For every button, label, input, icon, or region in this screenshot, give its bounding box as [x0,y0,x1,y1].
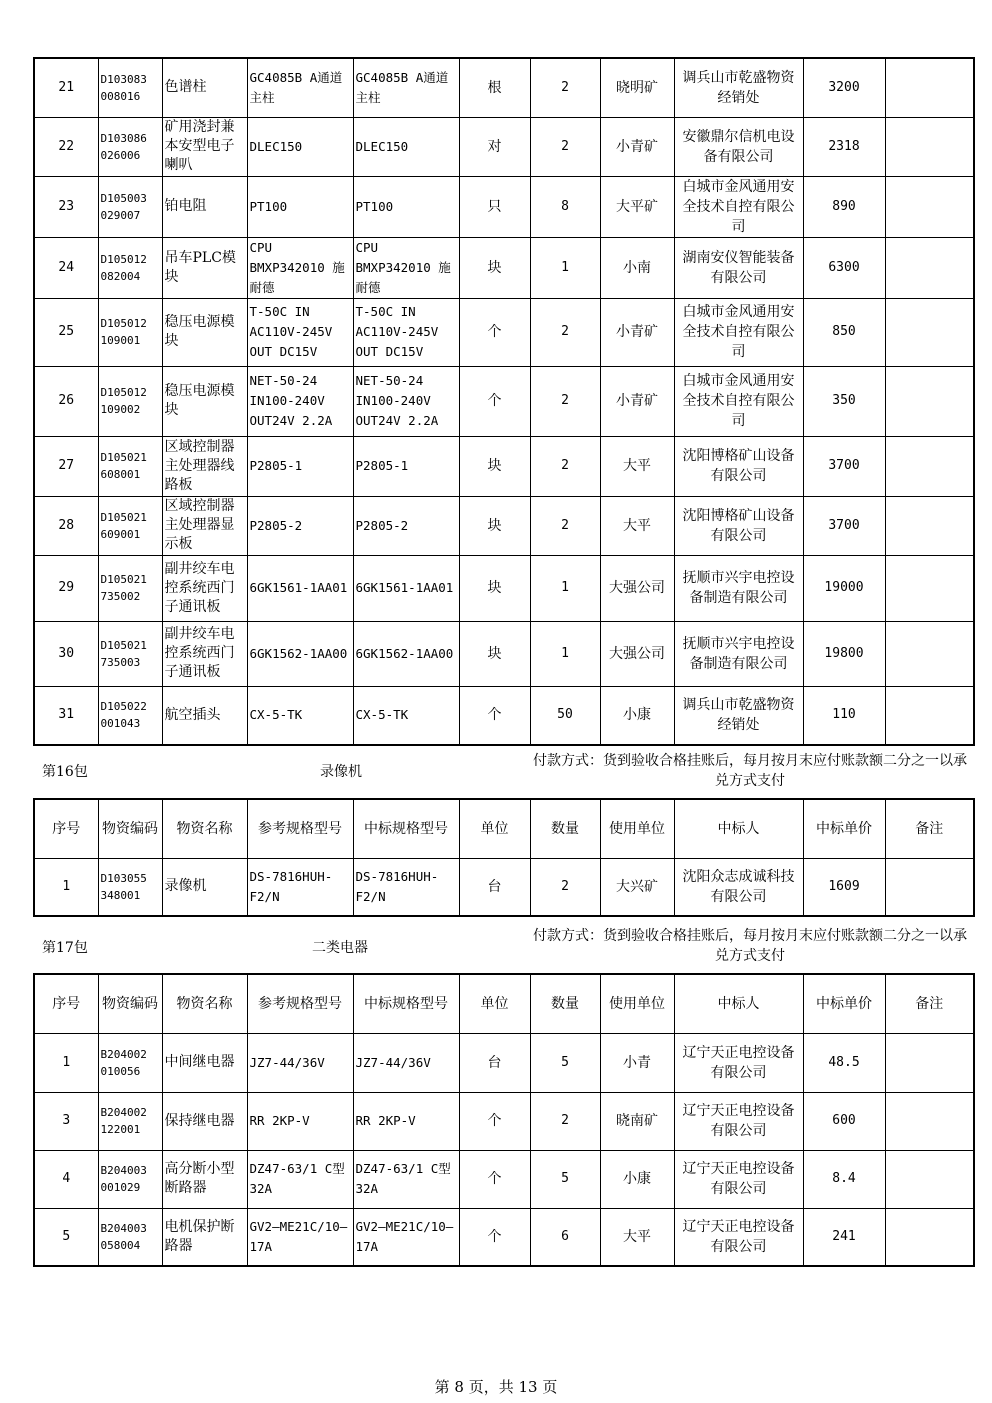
remarks-cell [885,298,974,366]
table-row [34,366,974,436]
using-unit-cell: 小青矿 [600,298,674,366]
column-header: 中标单价 [803,799,885,858]
column-header: 中标规格型号 [353,799,459,858]
winning-spec-cell: GV2—ME21C/10—17A [353,1208,459,1266]
items-table-continued [33,57,975,746]
remarks-cell [885,858,974,916]
winning-bidder-cell: 辽宁天正电控设备有限公司 [674,1150,803,1208]
table-row [34,117,974,176]
package-17-payment-terms: 付款方式：货到验收合格挂账后，每月按月末应付账款额二分之一以承兑方式支付 [533,928,967,964]
unit-cell: 个 [459,366,530,436]
quantity-cell: 8 [530,176,600,237]
unit-cell: 个 [459,1208,530,1266]
reference-spec-cell: RR 2KP-V [247,1092,353,1150]
reference-spec-cell: PT100 [247,176,353,237]
table-row [34,686,974,745]
material-name-cell: 保持继电器 [162,1092,247,1150]
quantity-cell: 1 [530,621,600,686]
using-unit-cell: 小康 [600,1150,674,1208]
material-name-cell: 区域控制器主处理器显示板 [162,496,247,555]
column-header: 物资编码 [98,799,162,858]
winning-spec-cell: PT100 [353,176,459,237]
quantity-cell: 2 [530,117,600,176]
winning-bidder-cell: 沈阳众志成诚科技有限公司 [674,858,803,916]
seq-cell: 4 [34,1150,98,1208]
column-header: 中标单价 [803,974,885,1033]
unit-price-cell: 2318 [803,117,885,176]
column-header: 单位 [459,799,530,858]
unit-cell: 块 [459,496,530,555]
unit-price-cell: 890 [803,176,885,237]
unit-price-cell: 6300 [803,237,885,298]
reference-spec-cell: CX-5-TK [247,686,353,745]
winning-spec-cell: P2805-1 [353,436,459,496]
winning-bidder-cell: 调兵山市乾盛物资经销处 [674,58,803,117]
winning-bidder-cell: 辽宁天正电控设备有限公司 [674,1208,803,1266]
unit-price-cell: 8.4 [803,1150,885,1208]
table-row [34,1150,974,1208]
winning-spec-cell: T-50C IN AC110V-245V OUT DC15V [353,298,459,366]
quantity-cell: 2 [530,436,600,496]
table-body [34,58,974,745]
unit-cell: 个 [459,298,530,366]
material-name-cell: 副井绞车电控系统西门子通讯板 [162,621,247,686]
unit-price-cell: 48.5 [803,1033,885,1092]
winning-spec-cell: 6GK1561-1AA01 [353,555,459,621]
material-name-cell: 副井绞车电控系统西门子通讯板 [162,555,247,621]
unit-cell: 个 [459,686,530,745]
seq-cell: 24 [34,237,98,298]
package-17-title: 二类电器 [312,940,368,956]
winning-bidder-cell: 白城市金风通用安全技术自控有限公司 [674,176,803,237]
unit-cell: 根 [459,58,530,117]
table-row [34,496,974,555]
using-unit-cell: 晓明矿 [600,58,674,117]
remarks-cell [885,1150,974,1208]
table-row [34,555,974,621]
column-header: 参考规格型号 [247,799,353,858]
header-row [34,799,974,858]
winning-spec-cell: JZ7-44/36V [353,1033,459,1092]
unit-cell: 块 [459,621,530,686]
winning-bidder-cell: 辽宁天正电控设备有限公司 [674,1092,803,1150]
material-code-cell: B204003 058004 [98,1208,162,1266]
remarks-cell [885,58,974,117]
seq-cell: 5 [34,1208,98,1266]
remarks-cell [885,117,974,176]
unit-price-cell: 350 [803,366,885,436]
quantity-cell: 5 [530,1033,600,1092]
winning-bidder-cell: 白城市金风通用安全技术自控有限公司 [674,298,803,366]
unit-cell: 个 [459,1092,530,1150]
seq-cell: 26 [34,366,98,436]
column-header: 序号 [34,799,98,858]
winning-spec-cell: DZ47-63/1 C型 32A [353,1150,459,1208]
column-header: 使用单位 [600,799,674,858]
unit-cell: 台 [459,858,530,916]
winning-bidder-cell: 辽宁天正电控设备有限公司 [674,1033,803,1092]
winning-spec-cell: RR 2KP-V [353,1092,459,1150]
winning-bidder-cell: 调兵山市乾盛物资经销处 [674,686,803,745]
material-name-cell: 色谱柱 [162,58,247,117]
remarks-cell [885,621,974,686]
unit-price-cell: 19800 [803,621,885,686]
using-unit-cell: 大强公司 [600,555,674,621]
reference-spec-cell: 6GK1561-1AA01 [247,555,353,621]
using-unit-cell: 小青 [600,1033,674,1092]
table-row [34,298,974,366]
unit-price-cell: 600 [803,1092,885,1150]
using-unit-cell: 大兴矿 [600,858,674,916]
unit-price-cell: 3200 [803,58,885,117]
seq-cell: 1 [34,1033,98,1092]
column-header: 物资名称 [162,799,247,858]
material-code-cell: D105021 735002 [98,555,162,621]
unit-cell: 台 [459,1033,530,1092]
package-16-label: 第16包 [42,764,88,780]
unit-price-cell: 3700 [803,496,885,555]
page-number: 第 8 页，共 13 页 [434,1378,558,1396]
package-16-title: 录像机 [320,764,362,780]
remarks-cell [885,1208,974,1266]
unit-cell: 只 [459,176,530,237]
material-code-cell: D105021 609001 [98,496,162,555]
seq-cell: 21 [34,58,98,117]
material-name-cell: 稳压电源模块 [162,298,247,366]
column-header: 数量 [530,974,600,1033]
table-row [34,237,974,298]
table-row [34,58,974,117]
table-body [34,974,974,1266]
quantity-cell: 6 [530,1208,600,1266]
material-code-cell: D105012 109002 [98,366,162,436]
remarks-cell [885,237,974,298]
material-name-cell: 稳压电源模块 [162,366,247,436]
column-header: 备注 [885,974,974,1033]
material-code-cell: D105012 109001 [98,298,162,366]
reference-spec-cell: DS-7816HUH-F2/N [247,858,353,916]
quantity-cell: 1 [530,555,600,621]
unit-price-cell: 241 [803,1208,885,1266]
reference-spec-cell: DLEC150 [247,117,353,176]
unit-cell: 块 [459,237,530,298]
using-unit-cell: 小南 [600,237,674,298]
quantity-cell: 1 [530,237,600,298]
table-row [34,176,974,237]
unit-price-cell: 1609 [803,858,885,916]
column-header: 数量 [530,799,600,858]
winning-bidder-cell: 沈阳博格矿山设备有限公司 [674,436,803,496]
reference-spec-cell: GV2—ME21C/10—17A [247,1208,353,1266]
quantity-cell: 2 [530,1092,600,1150]
quantity-cell: 50 [530,686,600,745]
material-code-cell: B204002 122001 [98,1092,162,1150]
winning-bidder-cell: 抚顺市兴宇电控设备制造有限公司 [674,621,803,686]
seq-cell: 27 [34,436,98,496]
unit-cell: 块 [459,436,530,496]
material-code-cell: D105003 029007 [98,176,162,237]
material-code-cell: D105021 735003 [98,621,162,686]
seq-cell: 28 [34,496,98,555]
seq-cell: 22 [34,117,98,176]
using-unit-cell: 小青矿 [600,117,674,176]
using-unit-cell: 大强公司 [600,621,674,686]
material-name-cell: 录像机 [162,858,247,916]
reference-spec-cell: NET-50-24 IN100-240V OUT24V 2.2A [247,366,353,436]
reference-spec-cell: T-50C IN AC110V-245V OUT DC15V [247,298,353,366]
unit-cell: 对 [459,117,530,176]
table-body [34,799,974,916]
material-name-cell: 区域控制器主处理器线路板 [162,436,247,496]
material-code-cell: D105021 608001 [98,436,162,496]
winning-spec-cell: P2805-2 [353,496,459,555]
reference-spec-cell: P2805-2 [247,496,353,555]
seq-cell: 29 [34,555,98,621]
winning-bidder-cell: 沈阳博格矿山设备有限公司 [674,496,803,555]
using-unit-cell: 小康 [600,686,674,745]
column-header: 备注 [885,799,974,858]
unit-cell: 块 [459,555,530,621]
column-header: 中标规格型号 [353,974,459,1033]
seq-cell: 3 [34,1092,98,1150]
seq-cell: 30 [34,621,98,686]
material-name-cell: 矿用浇封兼本安型电子喇叭 [162,117,247,176]
column-header: 单位 [459,974,530,1033]
unit-price-cell: 110 [803,686,885,745]
unit-cell: 个 [459,1150,530,1208]
remarks-cell [885,436,974,496]
remarks-cell [885,686,974,745]
column-header: 中标人 [674,799,803,858]
column-header: 物资编码 [98,974,162,1033]
material-name-cell: 中间继电器 [162,1033,247,1092]
table-row [34,436,974,496]
unit-price-cell: 19000 [803,555,885,621]
remarks-cell [885,366,974,436]
remarks-cell [885,496,974,555]
using-unit-cell: 晓南矿 [600,1092,674,1150]
using-unit-cell: 小青矿 [600,366,674,436]
remarks-cell [885,1033,974,1092]
unit-price-cell: 850 [803,298,885,366]
material-code-cell: D103086 026006 [98,117,162,176]
reference-spec-cell: JZ7-44/36V [247,1033,353,1092]
package-16-payment-terms: 付款方式：货到验收合格挂账后，每月按月末应付账款额二分之一以承兑方式支付 [533,753,967,789]
material-name-cell: 吊车PLC模块 [162,237,247,298]
reference-spec-cell: 6GK1562-1AA00 [247,621,353,686]
material-code-cell: D103055 348001 [98,858,162,916]
quantity-cell: 2 [530,496,600,555]
material-name-cell: 电机保护断路器 [162,1208,247,1266]
winning-spec-cell: DLEC150 [353,117,459,176]
winning-bidder-cell: 抚顺市兴宇电控设备制造有限公司 [674,555,803,621]
seq-cell: 1 [34,858,98,916]
remarks-cell [885,1092,974,1150]
column-header: 使用单位 [600,974,674,1033]
unit-price-cell: 3700 [803,436,885,496]
table-row [34,1208,974,1266]
package-17-label: 第17包 [42,940,88,956]
header-row [34,974,974,1033]
material-name-cell: 航空插头 [162,686,247,745]
winning-bidder-cell: 白城市金风通用安全技术自控有限公司 [674,366,803,436]
winning-spec-cell: DS-7816HUH-F2/N [353,858,459,916]
winning-spec-cell: NET-50-24 IN100-240V OUT24V 2.2A [353,366,459,436]
material-code-cell: B204003 001029 [98,1150,162,1208]
package-16-table [33,798,975,917]
column-header: 参考规格型号 [247,974,353,1033]
material-code-cell: B204002 010056 [98,1033,162,1092]
winning-bidder-cell: 湖南安仪智能装备有限公司 [674,237,803,298]
column-header: 序号 [34,974,98,1033]
material-code-cell: D105022 001043 [98,686,162,745]
material-code-cell: D103083 008016 [98,58,162,117]
quantity-cell: 2 [530,366,600,436]
reference-spec-cell: DZ47-63/1 C型 32A [247,1150,353,1208]
table-row [34,621,974,686]
using-unit-cell: 大平 [600,1208,674,1266]
remarks-cell [885,176,974,237]
winning-spec-cell: CX-5-TK [353,686,459,745]
reference-spec-cell: GC4085B A通道 主柱 [247,58,353,117]
seq-cell: 23 [34,176,98,237]
reference-spec-cell: CPU BMXP342010 施耐德 [247,237,353,298]
seq-cell: 25 [34,298,98,366]
material-code-cell: D105012 082004 [98,237,162,298]
winning-spec-cell: 6GK1562-1AA00 [353,621,459,686]
column-header: 中标人 [674,974,803,1033]
seq-cell: 31 [34,686,98,745]
reference-spec-cell: P2805-1 [247,436,353,496]
quantity-cell: 2 [530,858,600,916]
material-name-cell: 铂电阻 [162,176,247,237]
quantity-cell: 5 [530,1150,600,1208]
quantity-cell: 2 [530,298,600,366]
winning-spec-cell: CPU BMXP342010 施耐德 [353,237,459,298]
table-row [34,1033,974,1092]
package-17-table [33,973,975,1267]
using-unit-cell: 大平 [600,496,674,555]
material-name-cell: 高分断小型断路器 [162,1150,247,1208]
using-unit-cell: 大平矿 [600,176,674,237]
quantity-cell: 2 [530,58,600,117]
using-unit-cell: 大平 [600,436,674,496]
table-row [34,858,974,916]
remarks-cell [885,555,974,621]
column-header: 物资名称 [162,974,247,1033]
winning-spec-cell: GC4085B A通道 主柱 [353,58,459,117]
table-row [34,1092,974,1150]
winning-bidder-cell: 安徽鼎尔信机电设备有限公司 [674,117,803,176]
